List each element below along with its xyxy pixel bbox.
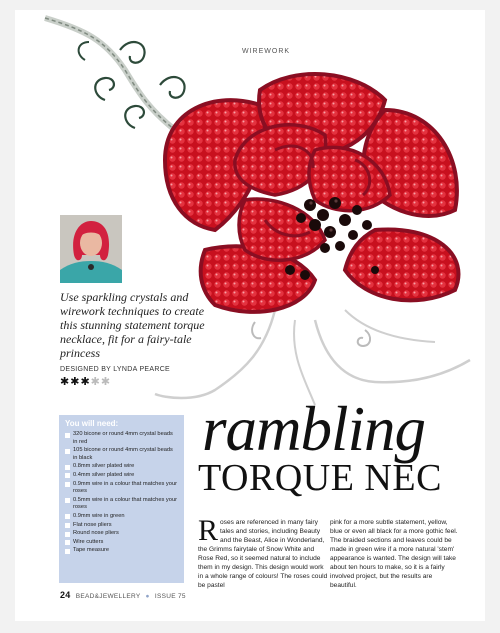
- checkbox-icon: [65, 498, 70, 503]
- materials-title: You will need:: [65, 419, 119, 428]
- checkbox-icon: [65, 473, 70, 478]
- materials-item: [65, 530, 178, 538]
- checkbox-icon: [65, 540, 70, 545]
- checkbox-icon: [65, 465, 70, 470]
- dropcap: R: [198, 514, 219, 547]
- headline-caps: TORQUE NEC: [198, 457, 442, 499]
- byline: DESIGNED BY LYNDA PEARCE: [60, 366, 171, 373]
- materials-item-label: 105 bicone or round 4mm crystal beads in black: [73, 447, 173, 461]
- materials-item-label: 0.9mm wire in a colour that matches your roses: [73, 480, 177, 495]
- section-label: WIREWORK: [242, 48, 291, 55]
- materials-item-label: 320 bicone or round 4mm crystal beads in red: [73, 431, 173, 445]
- materials-item: [65, 447, 178, 462]
- materials-item-label: Flat nose pliers: [73, 521, 112, 528]
- materials-item: [65, 539, 178, 547]
- body-column-1: [198, 514, 328, 590]
- checkbox-icon: [65, 449, 70, 454]
- materials-item-label: Tape measure: [73, 547, 110, 554]
- body-column-2: pink for a more subtle statement, yellow, blue or even all black for a more gothic feel. The braided sections and leaves could be made in green wire if a more natural 'stem' appearance is wanted. The design will take about ten hours to make, so it is a fairly involved project, but the results are beautiful.: [330, 519, 458, 589]
- issue-number: ISSUE 75: [154, 593, 186, 600]
- star-icon: ✱: [60, 376, 71, 388]
- magazine-name: BEAD&JEWELLERY: [75, 593, 141, 600]
- star-icon: ✱: [70, 376, 81, 388]
- materials-item: [65, 513, 178, 521]
- checkbox-icon: [65, 433, 70, 438]
- page-number: 24: [60, 590, 71, 600]
- materials-item-label: 0.5mm wire in a colour that matches your roses: [73, 496, 177, 511]
- materials-item: [65, 547, 178, 555]
- star-icon: ✱: [90, 376, 101, 388]
- designer-portrait: [60, 215, 122, 283]
- checkbox-icon: [65, 523, 70, 528]
- page-footer: [60, 590, 186, 600]
- materials-item-label: 0.9mm wire in green: [73, 512, 125, 519]
- materials-box: [59, 415, 184, 583]
- body-text-1: oses are referenced in many fairy tales and stories, including Beauty and the Beast, Alice in Wonderland, the Grimms fairytale of Snow White and Rose Red, so it seemed natural to include them in my design. This design would work in a whole range of colours! The roses could be pastel: [198, 519, 328, 589]
- materials-item: [65, 431, 178, 446]
- magazine-page: [15, 10, 485, 621]
- star-icon: ✱: [80, 376, 91, 388]
- separator-icon: ●: [145, 593, 150, 600]
- checkbox-icon: [65, 482, 70, 487]
- materials-item: [65, 463, 178, 471]
- materials-item: [65, 481, 178, 496]
- checkbox-icon: [65, 532, 70, 537]
- materials-item: [65, 472, 178, 480]
- intro-text: Use sparkling crystals and wirework techniques to create this stunning statement torque necklace, fit for a fairy-tale princess: [60, 290, 205, 360]
- checkbox-icon: [65, 514, 70, 519]
- checkbox-icon: [65, 549, 70, 554]
- materials-item-label: Round nose pliers: [73, 530, 119, 537]
- materials-item-label: Wire cutters: [73, 538, 104, 545]
- materials-item: [65, 497, 178, 512]
- materials-item-label: 0.8mm silver plated wire: [73, 463, 135, 470]
- difficulty-rating: [60, 375, 111, 388]
- materials-item: [65, 522, 178, 530]
- star-icon: ✱: [100, 376, 112, 388]
- headline-script: rambling: [202, 394, 426, 464]
- materials-item-label: 0.4mm silver plated wire: [73, 471, 135, 478]
